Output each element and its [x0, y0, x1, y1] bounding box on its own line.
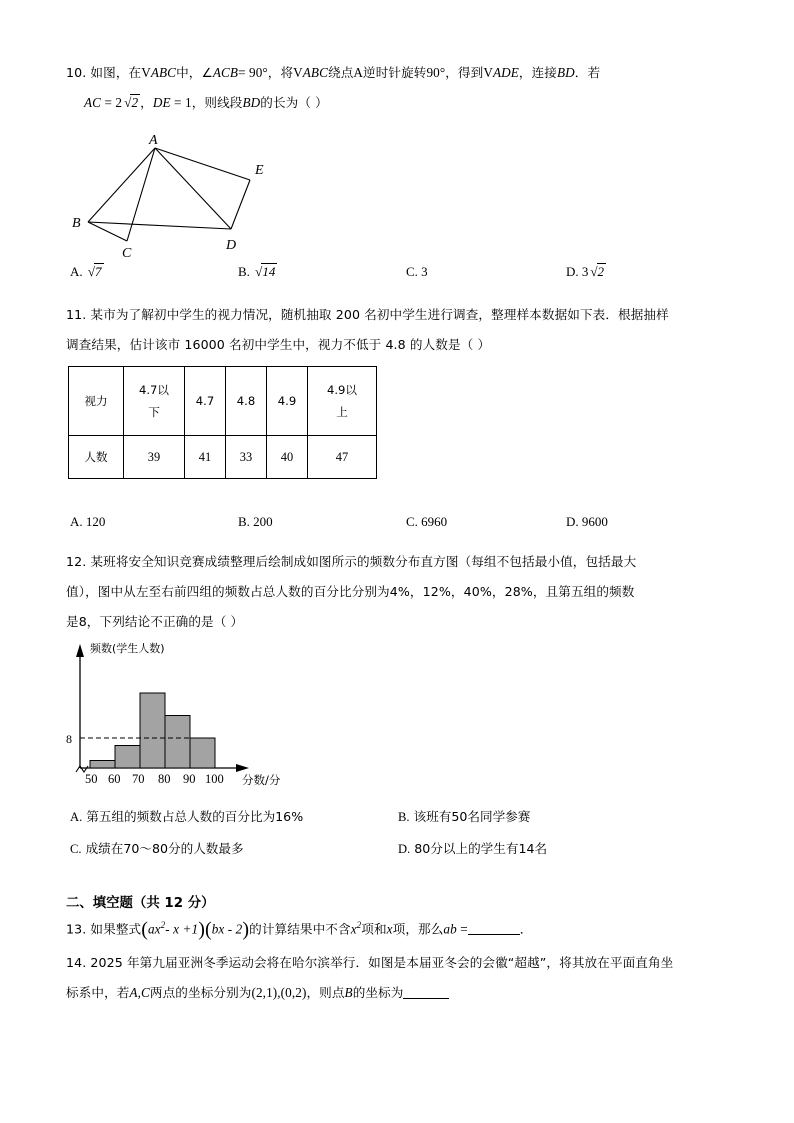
count-cell-1: 41: [185, 436, 226, 479]
q14-coordinate-c: (0,2): [280, 985, 307, 1000]
q13-x-term-1-exponent: 2: [356, 920, 362, 930]
q10-option-c-label: C.: [406, 264, 418, 279]
count-cell-3: 40: [267, 436, 308, 479]
question-11-line-2: 调查结果，估计该市 16000 名初中学生中，视力不低于 4.8 的人数是（ ）: [66, 337, 491, 352]
q10-option-b-sqrt: √14: [255, 264, 276, 279]
q10-run-10: 的长为（ ）: [260, 95, 328, 110]
q10-option-b-label: B.: [238, 264, 250, 279]
q13-expr-ax: ax: [147, 921, 161, 937]
q10-option-a-label: A.: [70, 264, 83, 279]
question-14: [66, 948, 730, 1008]
q13-close-paren-1: ): [198, 918, 205, 941]
q13-expr-rest: - x +1: [165, 921, 199, 937]
q12-option-c-value: 成绩在70～80分的人数最多: [85, 841, 244, 856]
q11-option-d-label: D.: [566, 514, 579, 529]
q11-option-a-value: 120: [85, 514, 106, 529]
q10-option-d-coefficient: 3: [581, 264, 589, 279]
q10-comma-1: ，: [140, 95, 153, 110]
q13-run-4: 项，那么: [392, 921, 444, 937]
section-heading-fill-in-blank: 二、填空题（共 12 分）: [66, 896, 215, 911]
q12-option-d[interactable]: [398, 838, 547, 857]
q10-option-d-radicand: 2: [597, 264, 605, 279]
q14-answer-blank[interactable]: [403, 986, 449, 999]
x-tick-label-90: 90: [183, 772, 196, 786]
row-label-count: 人数: [69, 436, 124, 479]
q10-abc-1: ABC: [150, 65, 177, 80]
question-12: [66, 547, 730, 637]
y-tick-label-8: 8: [66, 732, 72, 746]
vision-survey-table: [68, 366, 377, 479]
q12-option-b-label: B.: [398, 810, 410, 824]
q12-option-d-label: D.: [398, 842, 411, 856]
label-B: B: [72, 216, 81, 231]
q13-open-paren-2: (: [204, 918, 212, 941]
q13-expr-ax-exponent: 2: [160, 920, 166, 930]
q11-option-d[interactable]: [566, 514, 608, 530]
q10-run-2: 中，∠: [176, 65, 213, 80]
q10-ade: ADE: [492, 65, 519, 80]
q10-angle-value: = 90°: [238, 65, 268, 80]
q10-option-c[interactable]: [406, 264, 428, 280]
q10-point-a: A: [353, 65, 364, 80]
x-axis-title: 分数/分: [242, 773, 281, 787]
q11-option-a-label: A.: [70, 514, 83, 529]
q10-ac-sqrt: √2: [124, 95, 139, 110]
q12-option-a[interactable]: [70, 806, 303, 825]
question-12-line-3: 是8，下列结论不正确的是（ ）: [66, 614, 244, 629]
question-12-line-1: 12. 某班将安全知识竞赛成绩整理后绘制成如图所示的频数分布直方图（每组不包括最小值，包括最大: [66, 554, 637, 569]
q10-option-d-sqrt: √2: [590, 264, 605, 279]
q10-option-a-radicand: 7: [95, 264, 102, 279]
count-cell-2: 33: [226, 436, 267, 479]
q10-de-equals: = 1: [174, 95, 192, 110]
q13-open-paren-1: (: [141, 918, 148, 941]
header-line-top: 4.9以: [326, 383, 358, 397]
question-14-line-1: 14. 2025 年第九届亚洲冬季运动会将在哈尔滨举行．如图是本届亚冬会的会徽“超越”，将其放在平面直角坐: [66, 955, 674, 970]
q12-option-c[interactable]: [70, 838, 244, 857]
q10-option-d-label: D.: [566, 264, 579, 279]
q14-coordinate-a: (2,1): [251, 985, 278, 1000]
header-cell-4-8: 4.8: [226, 367, 267, 436]
q13-run-3: 项和: [361, 921, 387, 937]
question-11-options: [66, 514, 730, 540]
q12-option-c-label: C.: [70, 842, 82, 856]
question-10: [66, 58, 730, 118]
q10-triangle-symbol-2: V: [293, 65, 303, 80]
question-10-line-1: [66, 58, 730, 88]
q10-run-4: 绕点: [328, 65, 354, 80]
q13-expr-bx: bx - 2: [211, 921, 243, 937]
header-line-bottom: 上: [336, 405, 348, 419]
q14-run-3: ，则点: [306, 985, 345, 1000]
q10-triangle-symbol-3: V: [483, 65, 493, 80]
q10-option-d[interactable]: [566, 264, 606, 280]
frequency-distribution-histogram: [62, 636, 362, 798]
header-line-top: 4.7以: [138, 383, 170, 397]
y-axis-title: 频数(学生人数): [90, 642, 165, 655]
q13-period: ．: [519, 921, 533, 937]
q12-option-d-value: 80分以上的学生有14名: [414, 841, 548, 856]
q13-x-term-2: x: [386, 921, 393, 937]
q10-bd-2: BD: [242, 95, 261, 110]
q10-option-a-sqrt: √7: [87, 264, 102, 279]
q11-option-b-label: B.: [238, 514, 250, 529]
q10-run-8: ．若: [574, 65, 601, 80]
q13-run-2: 的计算结果中不含: [249, 921, 351, 937]
q14-points-ac: A,C: [129, 985, 150, 1000]
q10-triangle-symbol-1: V: [141, 65, 151, 80]
q10-abc-2: ABC: [302, 65, 328, 80]
q13-ab: ab: [443, 921, 457, 937]
question-11-line-1: 11. 某市为了解初中学生的视力情况，随机抽取 200 名初中学生进行调查，整理样本数据如下表．根据抽样: [66, 307, 669, 322]
question-11: [66, 300, 730, 360]
q13-equals: =: [460, 921, 468, 937]
count-cell-4: 47: [308, 436, 377, 479]
q10-run-5: 逆时针旋转: [363, 65, 427, 80]
q10-option-a[interactable]: [70, 264, 104, 280]
q10-ac-label: AC: [84, 95, 102, 110]
q11-option-c[interactable]: [406, 514, 447, 530]
question-14-line-2: [66, 978, 730, 1008]
header-cell-above-4-9: [308, 367, 377, 436]
x-tick-label-50: 50: [85, 772, 98, 786]
x-tick-label-100: 100: [205, 772, 224, 786]
label-D: D: [226, 238, 237, 253]
q13-answer-blank[interactable]: [468, 922, 520, 935]
q10-run-3: ，将: [267, 65, 294, 80]
x-tick-label-80: 80: [158, 772, 171, 786]
q10-bd-1: BD: [557, 65, 575, 80]
row-label-vision: 视力: [69, 367, 124, 436]
q13-run-1: 13. 如果整式: [66, 921, 142, 937]
header-cell-below-4-7: [124, 367, 185, 436]
question-10-line-2: [66, 88, 730, 118]
label-A: A: [149, 133, 158, 148]
q11-option-b[interactable]: [238, 514, 273, 530]
q12-option-b-value: 该班有50名同学参赛: [413, 809, 531, 824]
x-tick-label-60: 60: [108, 772, 121, 786]
q10-de-label: DE: [152, 95, 171, 110]
q14-run-1: 标系中，若: [66, 985, 130, 1000]
question-13-line-1: [66, 910, 730, 944]
q10-option-b[interactable]: [238, 264, 277, 280]
x-tick-label-70: 70: [132, 772, 145, 786]
q11-option-a[interactable]: [70, 514, 105, 530]
table-row-count: [69, 436, 377, 479]
q11-option-d-value: 9600: [581, 514, 608, 529]
q12-option-b[interactable]: [398, 806, 530, 825]
label-C: C: [122, 246, 132, 260]
q14-coordinate-separator: ,: [277, 985, 281, 1000]
q12-option-a-label: A.: [70, 810, 83, 824]
q10-ac-equals: = 2: [104, 95, 123, 110]
q13-close-paren-2: ): [242, 918, 250, 941]
count-cell-0: 39: [124, 436, 185, 479]
q10-run-6: ，得到: [445, 65, 484, 80]
q10-option-b-radicand: 14: [262, 264, 276, 279]
q10-ac-radicand: 2: [131, 95, 139, 110]
q14-run-2: 两点的坐标分别为: [149, 985, 252, 1000]
table-row-vision: [69, 367, 377, 436]
q11-option-c-value: 6960: [421, 514, 448, 529]
q12-option-a-value: 第五组的频数占总人数的百分比为16%: [86, 809, 304, 824]
q10-run-1: 10. 如图，在: [66, 65, 142, 80]
question-13: [66, 910, 730, 944]
q14-run-4: 的坐标为: [352, 985, 404, 1000]
label-E: E: [255, 163, 264, 178]
q13-x-term-1: x: [350, 921, 357, 937]
q10-option-c-value: 3: [421, 264, 428, 279]
q14-point-b: B: [344, 985, 353, 1000]
q11-option-c-label: C.: [406, 514, 418, 529]
header-line-bottom: 下: [148, 405, 160, 419]
q10-run-7: ，连接: [518, 65, 557, 80]
q10-run-9: ，则线段: [191, 95, 243, 110]
question-12-line-2: 值），图中从左至右前四组的频数占总人数的百分比分别为4%，12%，40%，28%，且第五组的频数: [66, 584, 635, 599]
q10-rotation-angle: 90°: [426, 65, 446, 80]
header-cell-4-9: 4.9: [267, 367, 308, 436]
q11-option-b-value: 200: [253, 514, 273, 529]
rotated-triangle-diagram: [60, 132, 330, 260]
q10-acb: ACB: [212, 65, 239, 80]
question-10-options: [66, 264, 730, 290]
header-cell-4-7: 4.7: [185, 367, 226, 436]
